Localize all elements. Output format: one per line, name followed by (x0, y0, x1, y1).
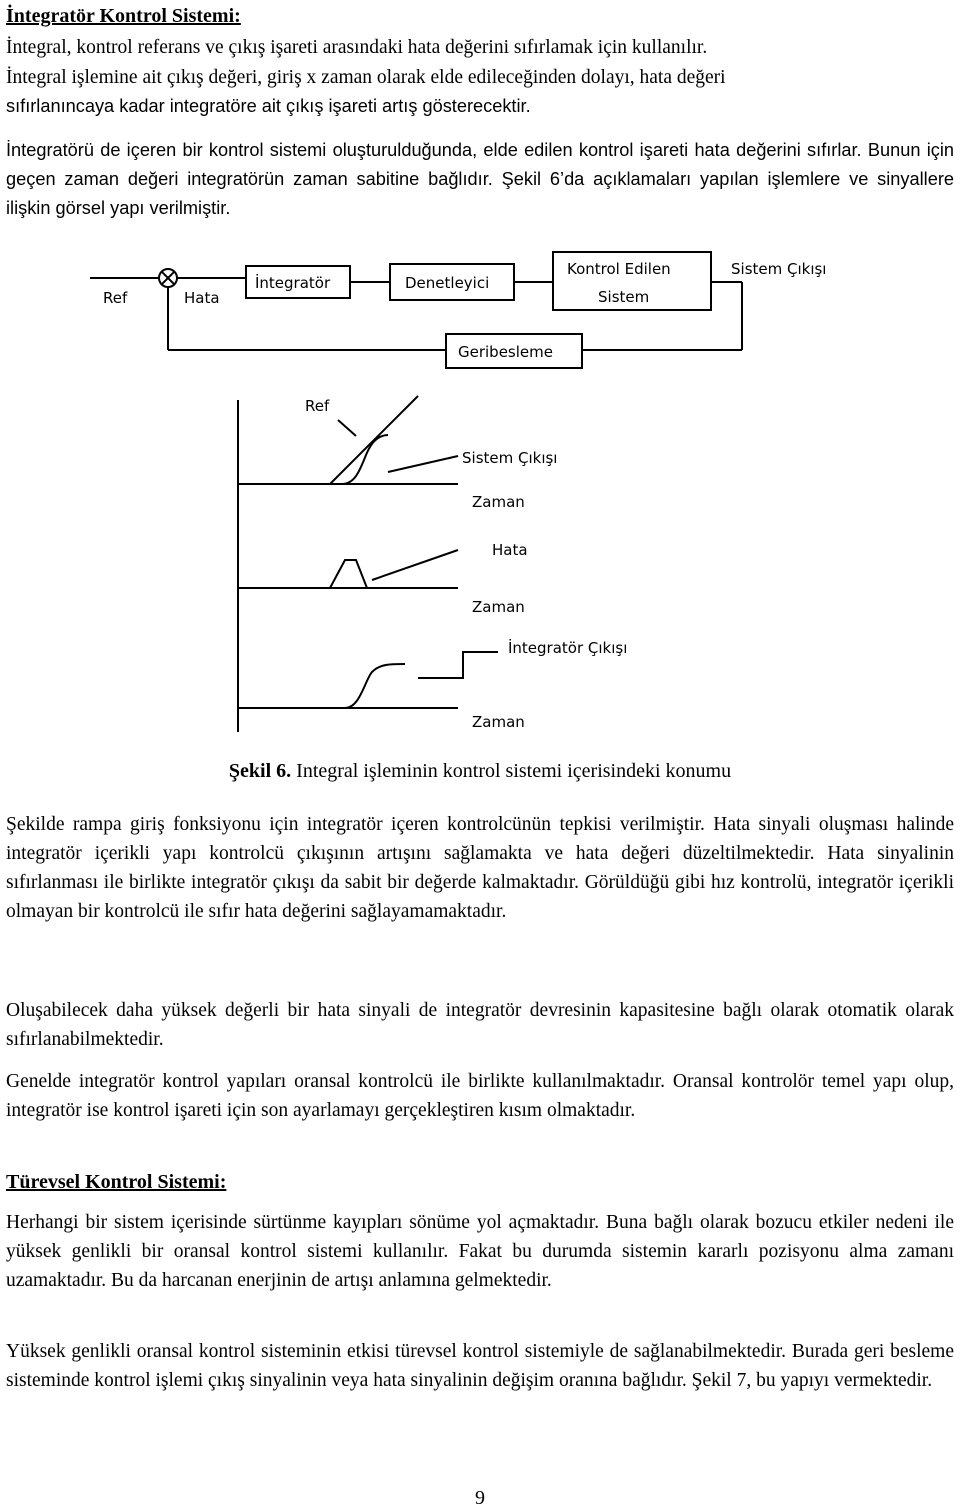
response-plot (238, 396, 498, 732)
figure-caption-label: Şekil 6. (228, 760, 292, 782)
paragraph-line: sıfırlanıncaya kadar integratöre ait çıkış işareti artış gösterecektir. (6, 96, 531, 116)
section-heading-integrator: İntegratör Kontrol Sistemi: (6, 5, 241, 27)
ref-ramp (330, 396, 418, 484)
paragraph-capacity: Oluşabilecek daha yüksek değerli bir hata sinyali de integratör devresinin kapasitesine bağlı olarak otomatik olarak sıfırlanabilmektedir. (6, 1000, 954, 1050)
page-number: 9 (475, 1487, 485, 1509)
paragraph-friction: Herhangi bir sistem içerisinde sürtünme kayıpları sönüme yol açmaktadır. Buna bağlı olarak bozucu etkiler nedeni ile yüksek genlikli bir oransal kontrol sistemi kullanılır. Fakat bu durumda sistemin kararlı pozisyonu alma zamanı uzamaktadır. Bu da harcanan enerjinin de artışı anlamına gelmektedir. (6, 1212, 954, 1291)
ref-leader (338, 420, 356, 436)
summing-junction-icon (159, 269, 177, 287)
system-output-curve (342, 435, 388, 484)
plot-time-label-3: Zaman (472, 713, 525, 731)
plot-ref-label: Ref (305, 397, 330, 415)
paragraph-line: İntegral, kontrol referans ve çıkış işareti arasındaki hata değerini sıfırlamak için kullanılır. (6, 37, 708, 58)
paragraph-integrator-system: İntegratörü de içeren bir kontrol sistemi oluşturulduğunda, elde edilen kontrol işareti hata değerini sıfırlar. Bunun için geçen zaman değeri integratörün zaman sabitine bağlıdır. Şekil 6’da açıklamaları yapılan işlemlere ve sinyallere ilişkin görsel yapı verilmiştir. (6, 140, 954, 218)
paragraph-derivative: Yüksek genlikli oransal kontrol sisteminin etkisi türevsel kontrol sistemiyle de sağlanabilmektedir. Burada geri besleme sisteminde kontrol işlemi çıkış sinyalinin veya hata sinyalinin değişim oranına bağlıdır. Şekil 7, bu yapıyı vermektedir. (6, 1341, 954, 1391)
integrator-leader (418, 652, 498, 678)
plant-label-line1: Kontrol Edilen (567, 260, 671, 278)
plot-time-label-1: Zaman (472, 493, 525, 511)
error-pulse (330, 560, 367, 588)
section-heading-derivative: Türevsel Kontrol Sistemi: (6, 1171, 227, 1193)
feedback-label: Geribesleme (458, 343, 553, 361)
output-label: Sistem Çıkışı (731, 260, 827, 278)
block-diagram-labels (103, 260, 826, 361)
output-leader (388, 456, 458, 472)
paragraph-proportional: Genelde integratör kontrol yapıları oransal kontrolcü ile birlikte kullanılmaktadır. Oransal kontrolör temel yapı olup, integratör ise kontrol işareti için son ayarlamayı gerçekleştiren kısım olmaktadır. (6, 1071, 954, 1121)
response-plot-labels (305, 397, 627, 731)
plant-label-line2: Sistem (598, 288, 650, 306)
plot-error-label: Hata (492, 541, 528, 559)
plot-output-label: Sistem Çıkışı (462, 449, 558, 467)
paragraph-line: İntegral işlemine ait çıkış değeri, giriş x zaman olarak elde edileceğinden dolayı, hata değeri (6, 67, 726, 88)
paragraph-ramp-response: Şekilde rampa giriş fonksiyonu için integratör içeren kontrolcünün tepkisi verilmiştir. Hata sinyali oluşması halinde integratör içerikli yapı kontrolcü çıkışının artışını sağlamakta ve hata değeri düzeltilmektedir. Hata sinyalinin sıfırlanması ile birlikte integratör çıkışı da sabit bir değerde kalmaktadır. Görüldüğü gibi hız kontrolü, integratör içerikli olmayan bir kontrolcü ile sıfır hata değerini sağlayamamaktadır. (6, 814, 954, 922)
controller-label: Denetleyici (405, 274, 490, 292)
figure-caption (0, 757, 960, 785)
error-leader (372, 550, 458, 580)
plot-time-label-2: Zaman (472, 598, 525, 616)
ref-label: Ref (103, 289, 128, 307)
integrator-output-curve (345, 664, 405, 708)
figure-caption-text: Integral işleminin kontrol sistemi içerisindeki konumu (291, 760, 732, 782)
plot-integrator-output-label: İntegratör Çıkışı (508, 639, 628, 657)
error-label: Hata (184, 289, 220, 307)
integrator-label: İntegratör (255, 274, 331, 292)
